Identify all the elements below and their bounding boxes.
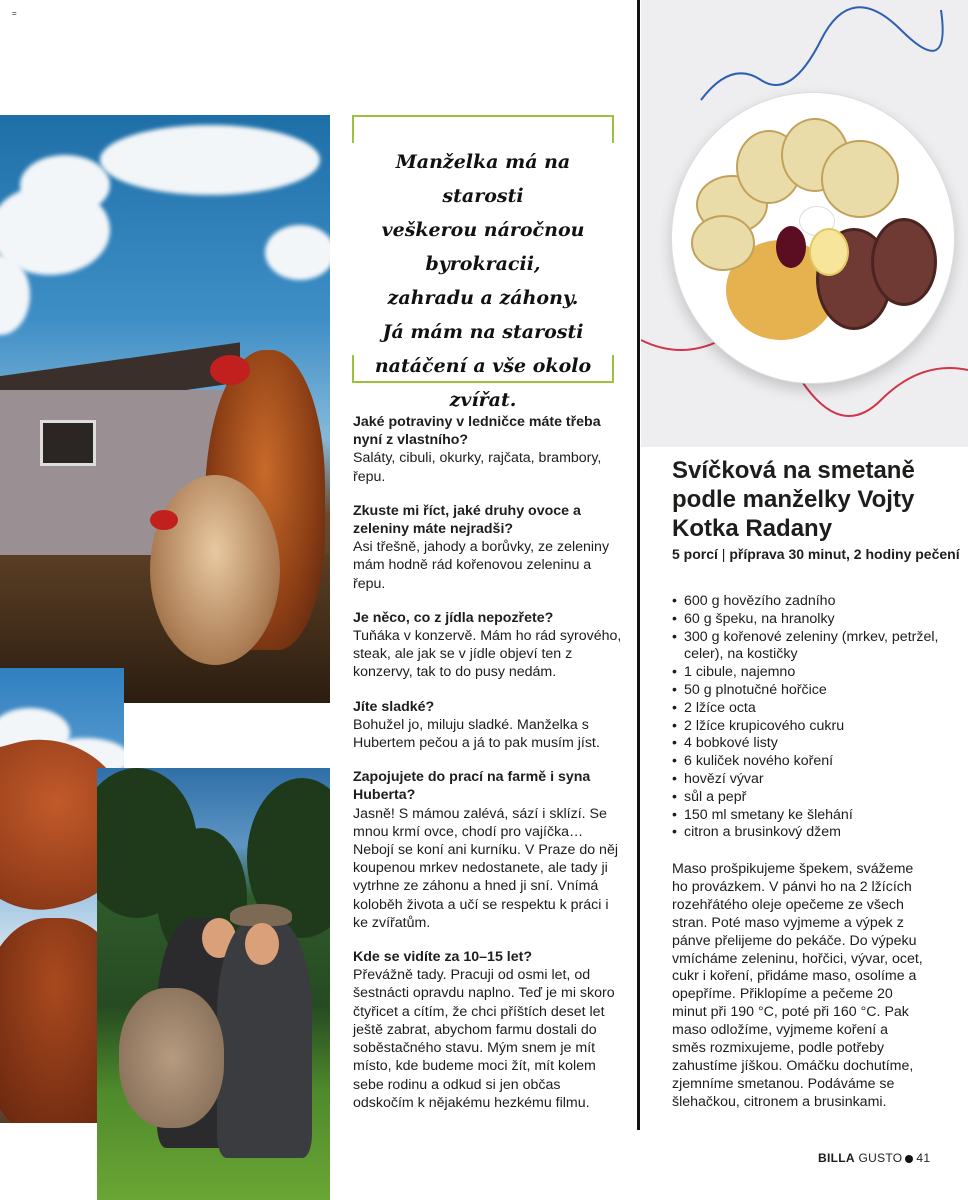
quote-frame-corner: [612, 355, 614, 383]
footer-dot-icon: [905, 1155, 913, 1163]
pull-quote: [352, 115, 614, 411]
quote-line: Manželka má na starosti: [395, 151, 571, 207]
ingredient-item: • hovězí vývar: [672, 771, 962, 789]
ingredient-item: • 150 ml smetany ke šlehání: [672, 807, 962, 825]
interview-answer: Saláty, cibuli, okurky, rajčata, brambory, řepu.: [353, 450, 602, 485]
farm-chickens-photo: [0, 115, 330, 703]
ingredient-item: • 1 cibule, najemno: [672, 664, 962, 682]
ingredient-item: • 50 g plnotučné hořčice: [672, 682, 962, 700]
quote-line: Já mám na starosti: [382, 321, 584, 343]
interview-answer: Jasně! S mámou zalévá, sází i sklízí. Se mnou krmí ovce, chodí pro vajíčka… Nebojí se koní ani kurníku. V Praze do něj koupenou mrkev nedostanete, ale tady ji vytrhne ze záhonu a hned ji sní. Vnímá koloběh života a učí se respektu k práci i ke zvířatům.: [353, 805, 618, 931]
ingredient-item: • 2 lžíce krupicového cukru: [672, 718, 962, 736]
column-divider: [637, 0, 640, 1130]
ingredient-item: • 60 g špeku, na hranolky: [672, 611, 962, 629]
ingredient-item: • 600 g hovězího zadního: [672, 593, 962, 611]
recipe-meta-separator: |: [721, 546, 726, 562]
interview-answer: Asi třešně, jahody a borůvky, ze zeleniny mám hodně rád kořenovou zeleninu a řepu.: [353, 539, 610, 592]
quote-line: byrokracii,: [425, 253, 541, 275]
interview-column: [353, 413, 623, 1128]
ingredient-item: • 6 kuliček nového koření: [672, 753, 962, 771]
ingredient-item: • 300 g kořenové zeleniny (mrkev, petržel, celer), na kostičky: [672, 629, 962, 665]
quote-frame-corner: [612, 115, 614, 143]
ingredient-item: • 2 lžíce octa: [672, 700, 962, 718]
ingredient-list: [672, 593, 962, 842]
interview-answer: Převážně tady. Pracuji od osmi let, od šestnácti opravdu naplno. Teď je mi skoro čtyřicet a cítím, že chci příštích deset let ještě zabrat, abychom farmu dostali do soběstačného stavu. Mým snem je mít místo, kde budeme moci žít, mít kolem sebe rodinu a odkud si jen občas odskočím k nějakému hezkému filmu.: [353, 967, 615, 1111]
quote-frame-corner: [352, 115, 354, 143]
svickova-dish-photo: [641, 0, 968, 447]
couple-with-dog-photo: [97, 768, 330, 1200]
recipe-servings: 5 porcí: [672, 546, 718, 562]
recipe-method: Maso prošpikujeme špekem, svážeme ho provázkem. V pánvi ho na 2 lžících rozehřátého oleje opečeme ze všech stran. Poté maso vyjmeme a výpek z pánve přelijeme do pekáče. Do výpeku vmícháme zeleninu, hořčici, vývar, ocet, cukr i koření, přidáme maso, osolíme a opepříme. Přiklopíme a pečeme 20 minut při 190 °C, poté při 160 °C. Pak maso odložíme, vyjmeme koření a směs rozmixujeme, podle potřeby zahustíme jíškou. Omáčku dochutíme, zjemníme smetanou. Podáváme se šlehačkou, citronem a brusinkami.: [672, 861, 923, 1110]
recipe-title: Svíčková na smetaně podle manželky Vojty Kotka Radany: [672, 457, 915, 542]
interview-question: Zkuste mi říct, jaké druhy ovoce a zeleniny máte nejradši?: [353, 502, 581, 538]
ingredient-item: • sůl a pepř: [672, 789, 962, 807]
quote-frame-corner: [352, 355, 354, 383]
interview-answer: Bohužel jo, miluju sladké. Manželka s Hubertem pečou a já to pak musím jíst.: [353, 716, 600, 752]
ingredient-item: • 4 bobkové listy: [672, 735, 962, 753]
interview-question: Zapojujete do prací na farmě i syna Huberta?: [353, 769, 591, 804]
interview-question: Jaké potraviny v ledničce máte třeba nyní z vlastního?: [353, 414, 601, 449]
page-number: 41: [916, 1151, 931, 1165]
recipe-prep-time: příprava 30 minut, 2 hodiny pečení: [729, 546, 960, 562]
quote-frame-top: [352, 115, 614, 117]
page-footer: [818, 1151, 930, 1165]
quote-line: zahradu a záhony.: [387, 287, 579, 309]
interview-question: Jíte sladké?: [353, 698, 435, 715]
quote-text: [356, 145, 610, 417]
footer-brand: BILLA: [818, 1151, 855, 1165]
quote-line: natáčení a vše okolo zvířat.: [374, 355, 592, 411]
footer-magazine: GUSTO: [858, 1151, 903, 1165]
interview-answer: Tuňáka v konzervě. Mám ho rád syrového, steak, ale jak se v jídle objeví ten z konzervy, tak to do pusy nedám.: [353, 628, 622, 681]
quote-line: veškerou náročnou: [381, 219, 585, 241]
interview-question: Kde se vidíte za 10–15 let?: [353, 949, 533, 966]
corner-mark: =: [12, 9, 17, 18]
recipe-meta: [672, 545, 962, 563]
interview-question: Je něco, co z jídla nepozřete?: [353, 609, 554, 626]
ingredient-item: • citron a brusinkový džem: [672, 824, 962, 842]
